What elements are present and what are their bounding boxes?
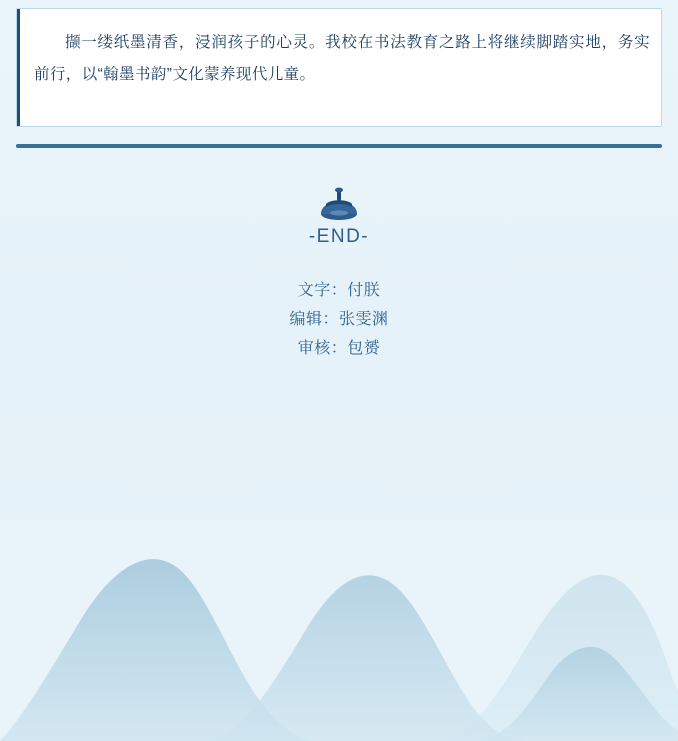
credit-line-writer: 文字：付朕 xyxy=(297,282,381,299)
body-text-card xyxy=(16,8,662,127)
body-card-accent-border xyxy=(17,9,661,126)
credit-line-editor: 编辑：张雯渊 xyxy=(289,311,389,328)
ink-stone-icon xyxy=(317,186,361,224)
credits-block xyxy=(0,276,678,363)
section-divider xyxy=(16,144,662,148)
mountain-illustration xyxy=(0,441,678,741)
end-block xyxy=(0,186,678,248)
end-label: -END- xyxy=(308,226,370,247)
credit-line-reviewer: 审核：包赟 xyxy=(297,340,381,357)
body-paragraph: 撷一缕纸墨清香，浸润孩子的心灵。我校在书法教育之路上将继续脚踏实地，务实前行，以“翰墨书韵”文化蒙养现代儿童。 xyxy=(34,34,650,83)
